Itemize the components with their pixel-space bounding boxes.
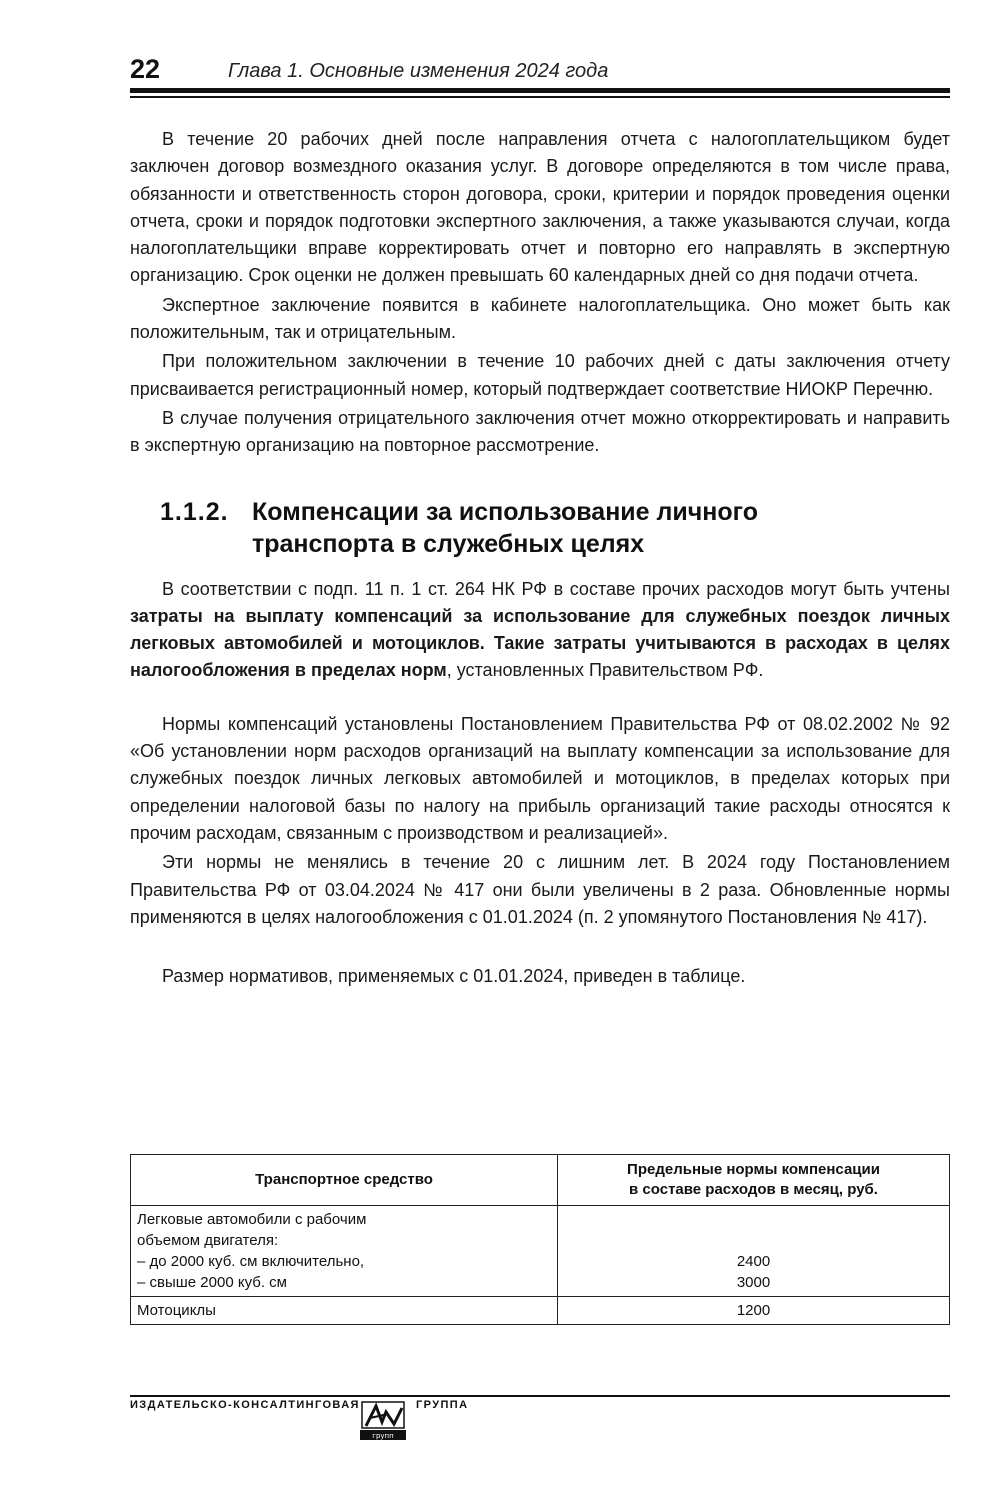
- body-text: [130, 126, 950, 990]
- section-heading: [160, 496, 950, 560]
- table-header-norms-line-1: Предельные нормы компенсации: [627, 1161, 880, 1178]
- section-title-line-2: транспорта в служебных целях: [252, 529, 645, 558]
- paragraph-4: В случае получения отрицательного заключения отчет можно откорректировать и направить в экспертную организацию на повторное рассмотрение.: [130, 407, 950, 456]
- running-header: [130, 54, 950, 86]
- paragraph-6: Нормы компенсаций установлены Постановлением Правительства РФ от 08.02.2002 № 92 «Об установлении норм расходов организаций на выплату компенсации за использование для служебных поездок личных легковых автомобилей и мотоциклов, в пределах которых при определении налоговой базы по налогу на прибыль организаций такие расходы относятся к прочим расходам, связанным с производством и реализацией».: [130, 713, 950, 843]
- paragraph-5-bold: затраты на выплату компенсаций за использование для служебных поездок личных легковых автомобилей и мотоциклов. Такие затраты учитываются в расходах в целях налогообложения в пределах норм: [130, 605, 950, 681]
- table-header-norms: [558, 1155, 950, 1206]
- cars-value-1: 2400: [736, 1253, 771, 1270]
- table-cell-motorcycles: Мотоциклы: [131, 1297, 558, 1325]
- logo-label: групп: [372, 1432, 394, 1440]
- cars-line-1: Легковые автомобили с рабочим: [137, 1211, 367, 1228]
- publisher-logo-icon: [358, 1392, 414, 1442]
- cars-line-2: объемом двигателя:: [137, 1232, 279, 1249]
- paragraph-7: Эти нормы не менялись в течение 20 с лишним лет. В 2024 году Постановлением Правительства РФ от 03.04.2024 № 417 они были увеличены в 2 раза. Обновленные нормы применяются в целях налогообложения с 01.01.2024 (п. 2 упомянутого Постановления № 417).: [130, 852, 950, 927]
- cars-line-3: – до 2000 куб. см включительно,: [137, 1253, 365, 1270]
- norms-table: [130, 1154, 950, 1325]
- paragraph-5-start: В соответствии с подп. 11 п. 1 ст. 264 НК РФ в составе прочих расходов могут быть учтены: [162, 578, 950, 599]
- paragraph-5-end: , установленных Правительством РФ.: [446, 660, 764, 681]
- header-rule-thin: [130, 96, 950, 98]
- table-header-vehicle: Транспортное средство: [131, 1155, 558, 1206]
- paragraph-8: Размер нормативов, применяемых с 01.01.2024, приведен в таблице.: [162, 966, 746, 987]
- table-header-row: [131, 1155, 950, 1206]
- chapter-title: Глава 1. Основные изменения 2024 года: [228, 60, 609, 82]
- table-header-norms-line-2: в составе расходов в месяц, руб.: [629, 1181, 878, 1198]
- table-cell-cars: [131, 1206, 558, 1297]
- paragraph-3: При положительном заключении в течение 10 рабочих дней с даты заключения отчету присваивается регистрационный номер, который подтверждает соответствие НИОКР Перечню.: [130, 351, 950, 399]
- paragraph-1: В течение 20 рабочих дней после направления отчета с налогоплательщиком будет заключен договор возмездного оказания услуг. В договоре определяются в том числе права, обязанности и ответственность сторон договора, сроки, критерии и порядок проведения оценки отчета, сроки и порядок подготовки экспертного заключения, а также указываются случаи, когда налогоплательщики вправе корректировать отчет и повторно его направлять в экспертную организацию. Срок оценки не должен превышать 60 календарных дней со дня подачи отчета.: [130, 129, 950, 286]
- paragraph-5: [130, 576, 950, 685]
- header-rule-thick: [130, 88, 950, 93]
- paragraph-2: Экспертное заключение появится в кабинете налогоплательщика. Оно может быть как положительным, так и отрицательным.: [130, 294, 950, 343]
- table-row: [131, 1297, 950, 1325]
- footer-publisher-left: ИЗДАТЕЛЬСКО-КОНСАЛТИНГОВАЯ: [130, 1399, 360, 1411]
- table-cell-cars-values: [558, 1206, 950, 1297]
- table-cell-motorcycles-value: 1200: [558, 1297, 950, 1325]
- page-number: 22: [130, 54, 161, 84]
- table-row: [131, 1206, 950, 1297]
- cars-value-2: 3000: [736, 1274, 771, 1291]
- cars-line-4: – свыше 2000 куб. см: [137, 1274, 287, 1291]
- section-title-line-1: Компенсации за использование личного: [252, 497, 759, 526]
- footer-publisher-right: ГРУППА: [416, 1399, 469, 1411]
- section-number: 1.1.2.: [160, 497, 229, 526]
- footer-rule: [130, 1395, 950, 1397]
